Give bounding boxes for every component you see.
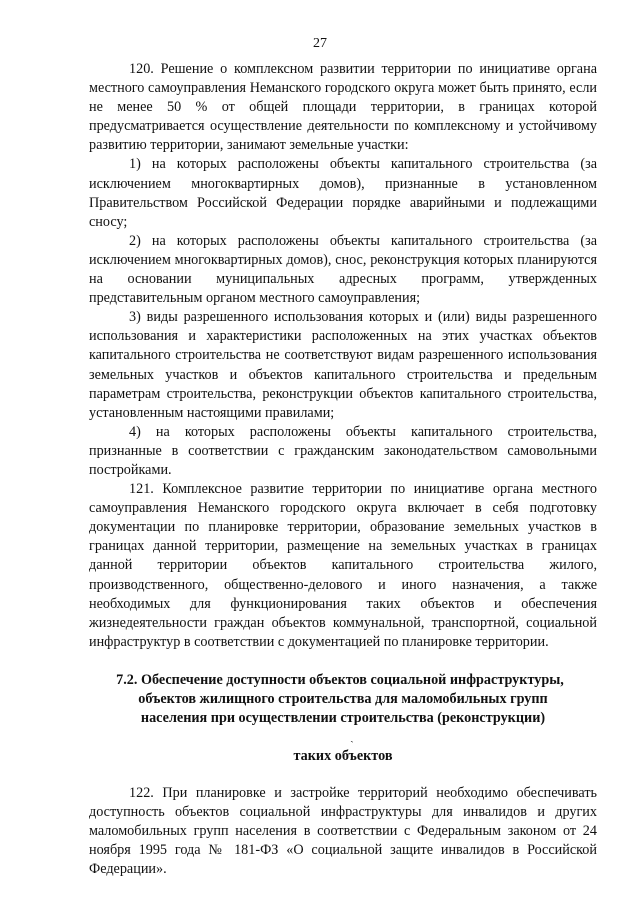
paragraph-122: 122. При планировке и застройке территорий необходимо обеспечивать доступность объектов социальной инфраструктуры для инвалидов и других маломобильных групп населения в соответствии с Федеральным законом от 24 ноября 1995 года № 181-ФЗ «О социальной защите инвалидов в Российской Федерации».: [89, 784, 597, 878]
paragraph-121: 121. Комплексное развитие территории по инициативе органа местного самоуправления Неманского городского округа включает в себя подготовку документации по планировке территории, образование земельных участков в границах данной территории, размещение на земельных участках в границах данной территории объектов капитального строительства жилого, производственного, общественно-делового и иного назначения, а также необходимых для функционирования таких объектов и обеспечения жизнедеятельности граждан объектов коммунальной, транспортной, социальной инфраструктур в соответствии с документацией по планировке территории.: [89, 481, 597, 650]
section-heading-line-3: населения при осуществлении строительства (реконструкции) ˏ: [89, 709, 597, 747]
list-item-3: 3) виды разрешенного использования которых и (или) виды разрешенного использования и характеристики расположенных на этих участках объектов капитального строительства не соответствуют видам разрешенного использования земельных участков и объектов капитального строительства и предельным параметрам строительства, реконструкции объектов капитального строительства, установленным настоящими правилами;: [89, 309, 597, 421]
document-body: [89, 60, 597, 879]
stray-mark: ˏ: [350, 730, 354, 743]
list-item-1: 1) на которых расположены объекты капитального строительства (за исключением многоквартирных домов), признанные в установленном Правительством Российской Федерации порядке аварийными и подлежащими сносу;: [89, 156, 597, 230]
page-number: 27: [313, 36, 327, 51]
section-heading-line-4: таких объектов: [293, 747, 393, 764]
list-item-4: 4) на которых расположены объекты капитального строительства, признанные в соответствии с гражданским законодательством самовольными постройками.: [89, 423, 597, 478]
paragraph-120: 120. Решение о комплексном развитии территории по инициативе органа местного самоуправления Неманского городского округа может быть принято, если не менее 50 % от общей площади территории, в границах которой предусматривается осуществление деятельности по комплексному и устойчивому развитию территории, занимают земельные участки:: [89, 61, 597, 154]
list-item-2: 2) на которых расположены объекты капитального строительства (за исключением многоквартирных домов), снос, реконструкция которых планируются на основании муниципальных адресных программ, утвержденных представительным органом местного самоуправления;: [89, 232, 597, 307]
section-heading-7-2: [89, 671, 597, 766]
section-heading-line-1: 7.2. Обеспечение доступности объектов социальной инфраструктуры,: [116, 671, 564, 688]
section-heading-line-2: объектов жилищного строительства для маломобильных групп: [138, 690, 548, 707]
